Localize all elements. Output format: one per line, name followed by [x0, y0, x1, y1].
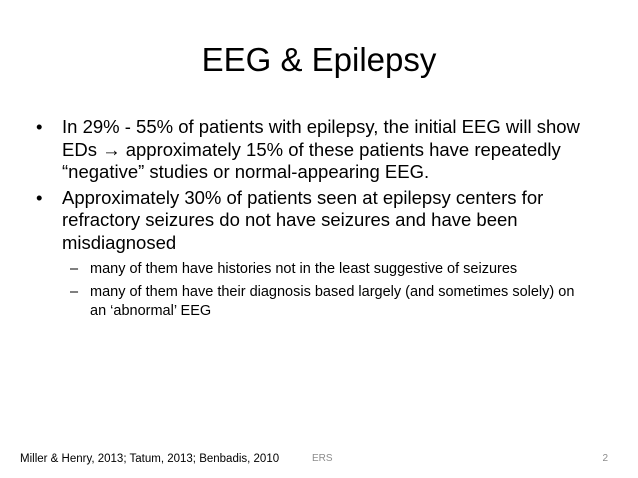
sub-bullet-item — [62, 283, 590, 321]
slide-title: EEG & Epilepsy — [201, 41, 437, 78]
sub-bullet-list — [62, 260, 590, 321]
bullet-marker: • — [36, 186, 43, 208]
bullet-item — [30, 187, 590, 322]
sub-bullet-text: many of them have histories not in the least suggestive of seizures — [90, 261, 518, 277]
bullet-text: Approximately 30% of patients seen at epilepsy centers for refractory seizures do not have seizures and have been misdiagnosed — [62, 186, 544, 253]
sub-bullet-marker: – — [70, 284, 79, 300]
sub-bullet-text: many of them have their diagnosis based largely (and sometimes solely) on an ‘abnormal’ EEG — [90, 284, 575, 319]
sub-bullet-marker: – — [70, 261, 79, 277]
bullet-marker: • — [36, 116, 43, 137]
bullet-text: In 29% - 55% of patients with epilepsy, the initial EEG will show EDs → approximately 15% of these patients have repeatedly “negative” studies or normal-appearing EEG. — [62, 116, 580, 182]
bullet-list — [30, 116, 590, 325]
footer-center-text: ERS — [312, 453, 333, 464]
slide-number: 2 — [602, 453, 608, 464]
sub-bullet-item — [62, 260, 590, 279]
bullet-item — [30, 116, 590, 184]
footer-citation: Miller & Henry, 2013; Tatum, 2013; Benbadis, 2010 — [20, 453, 280, 465]
